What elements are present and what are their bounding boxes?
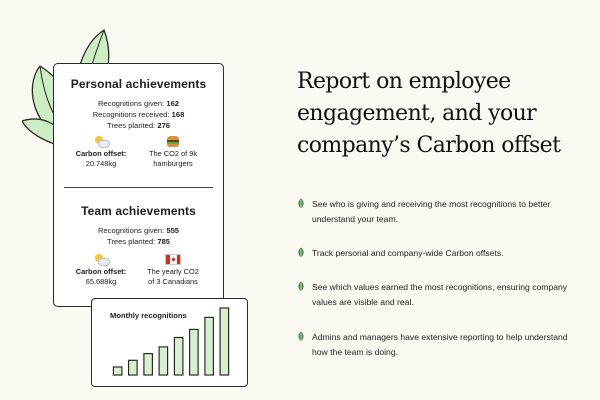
team-carbon-offset: Carbon offset: 65.688kg: [66, 254, 136, 287]
team-trees-planted: Trees planted: 785: [106, 237, 171, 246]
chart-bar: [144, 354, 153, 375]
chart-bar: [113, 367, 122, 375]
canada-flag-icon: [165, 254, 181, 265]
feature-text: See who is giving and receiving the most recognitions to better understand your team.: [312, 199, 551, 224]
chart-bar: [190, 329, 199, 375]
feature-text: Admins and managers have extensive reporting to help understand how the team is doing.: [312, 332, 568, 357]
page-headline: [297, 66, 577, 162]
headline-line-3: company’s Carbon offset: [297, 133, 561, 158]
team-recognitions-given: Recognitions given: 555: [97, 226, 180, 235]
chart-bar: [174, 338, 183, 376]
headline-line-2: engagement, and your: [297, 101, 537, 126]
leaf-icon: [297, 198, 305, 209]
hamburger-icon: [167, 136, 179, 147]
team-carbon-equivalent: The yearly CO2 of 3 Canadians: [138, 254, 208, 287]
chart-title: Monthly recognitions: [110, 311, 187, 320]
chart-bar: [205, 317, 214, 375]
section-divider: [64, 187, 213, 188]
headline-line-1: Report on employee: [297, 69, 511, 94]
personal-recognitions-given: Recognitions given: 162: [97, 99, 180, 108]
feature-text: See which values earned the most recognitions, ensuring company values are visible and real.: [312, 282, 568, 307]
leaf-icon: [297, 281, 305, 292]
leaf-icon: [297, 331, 305, 342]
personal-trees-planted: Trees planted: 276: [106, 121, 171, 130]
chart-bar: [220, 308, 229, 375]
chart-bar: [129, 360, 138, 375]
team-achievements-title: Team achievements: [81, 204, 196, 218]
achievements-card: [53, 63, 224, 307]
leaf-icon: [297, 247, 305, 258]
sun-cloud-icon: [94, 254, 108, 266]
monthly-recognitions-chart: [92, 299, 249, 388]
feature-text: Track personal and company-wide Carbon offsets.: [312, 248, 504, 258]
personal-recognitions-received: Recognitions received: 168: [92, 110, 185, 119]
personal-carbon-offset: Carbon offset: 20.748kg: [66, 136, 136, 169]
personal-achievements-title: Personal achievements: [70, 77, 207, 91]
chart-bar: [159, 347, 168, 375]
monthly-recognitions-card: [91, 298, 248, 387]
sun-cloud-icon: [94, 136, 108, 148]
personal-carbon-equivalent: The CO2 of 9k hamburgers: [138, 136, 208, 169]
